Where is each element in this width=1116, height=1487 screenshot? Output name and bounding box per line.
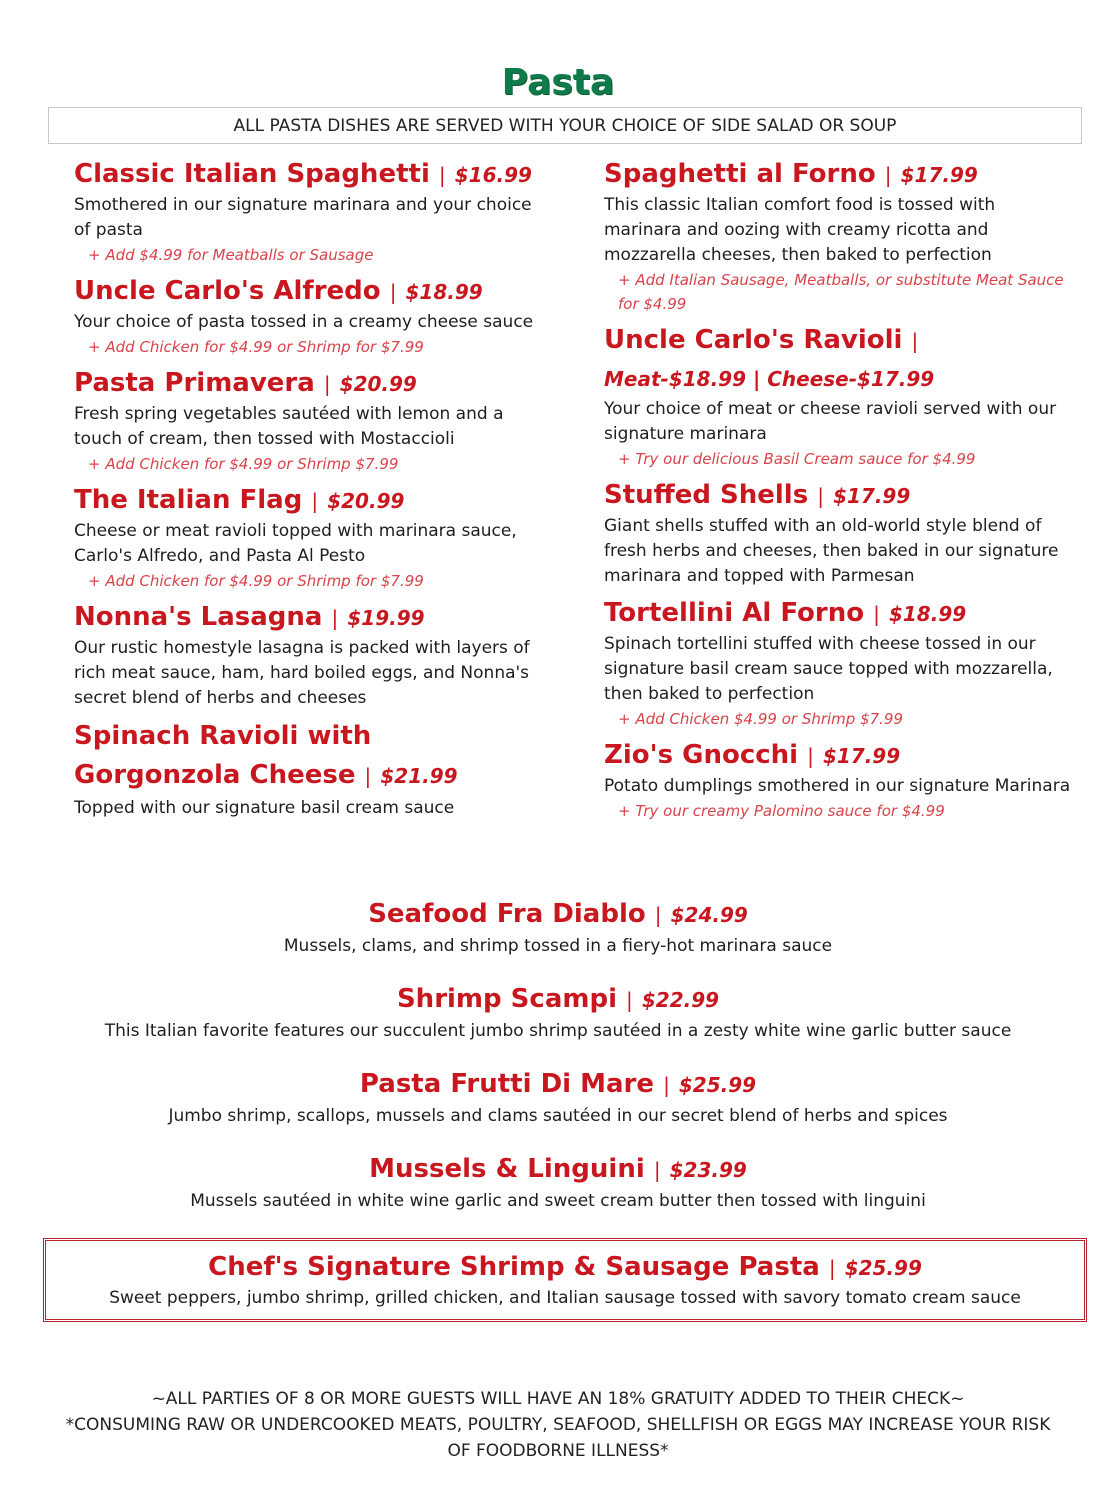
- dish-description: Your choice of pasta tossed in a creamy cheese sauce: [74, 312, 534, 332]
- dish-price: $25.99: [844, 1256, 922, 1280]
- dish-addon: + Add Chicken $4.99 or Shrimp $7.99: [618, 710, 904, 728]
- price-separator: |: [323, 372, 331, 396]
- dish-name: Mussels & Linguini: [369, 1154, 645, 1184]
- menu-item: [604, 595, 1074, 731]
- price-separator: |: [817, 484, 825, 508]
- dish-addon: + Add Italian Sausage, Meatballs, or substitute Meat Sauce for $4.99: [618, 271, 1064, 313]
- sides-note: ALL PASTA DISHES ARE SERVED WITH YOUR CHOICE OF SIDE SALAD OR SOUP: [48, 107, 1082, 144]
- dish-description: Mussels sautéed in white wine garlic and sweet cream butter then tossed with linguini: [190, 1191, 926, 1211]
- dish-name: Uncle Carlo's Alfredo: [74, 276, 381, 306]
- dish-name: Stuffed Shells: [604, 480, 809, 510]
- price-separator: |: [389, 280, 397, 304]
- dish-addon: + Add Chicken for $4.99 or Shrimp for $7.99: [88, 338, 424, 356]
- dish-price: $18.99: [888, 602, 967, 626]
- price-separator: |: [438, 163, 446, 187]
- footer-notes: [0, 1386, 1116, 1464]
- right-column: [604, 156, 1074, 829]
- dish-title: [74, 717, 544, 796]
- dish-name: Pasta Frutti Di Mare: [359, 1069, 654, 1099]
- dish-price: $18.99: [405, 280, 483, 304]
- price-separator: |: [653, 1158, 661, 1182]
- dish-title: [74, 365, 544, 402]
- menu-item: [74, 717, 544, 821]
- dish-name: Seafood Fra Diablo: [368, 899, 646, 929]
- dish-price: $21.99: [380, 764, 458, 788]
- dish-addon: + Add Chicken for $4.99 or Shrimp for $7.99: [88, 572, 424, 590]
- menu-item: [0, 1066, 1116, 1129]
- price-separator: |: [828, 1256, 836, 1280]
- dish-description: This Italian favorite features our succulent jumbo shrimp sautéed in a zesty white wine garlic butter sauce: [104, 1021, 1012, 1041]
- dish-name: Spinach Ravioli with Gorgonzola Cheese: [74, 721, 372, 790]
- dish-name: Uncle Carlo's Ravioli: [604, 325, 903, 355]
- dish-title: [0, 896, 1116, 933]
- dish-price: $24.99: [670, 903, 748, 927]
- ravioli-price-line: Meat-$18.99 | Cheese-$17.99: [604, 367, 935, 391]
- menu-item: [74, 273, 544, 359]
- price-separator: |: [331, 606, 339, 630]
- menu-item: [74, 156, 544, 267]
- dish-title: [604, 477, 1074, 514]
- price-separator: |: [911, 329, 919, 353]
- dish-name: Shrimp Scampi: [396, 984, 617, 1014]
- dish-title: [74, 599, 544, 636]
- menu-item: [74, 599, 544, 711]
- dish-addon: + Try our creamy Palomino sauce for $4.99: [618, 802, 945, 820]
- dish-description: Our rustic homestyle lasagna is packed with layers of rich meat sauce, ham, hard boiled eggs, and Nonna's secret blend of herbs and cheeses: [74, 638, 530, 708]
- dish-description: Giant shells stuffed with an old-world style blend of fresh herbs and cheeses, then baked in our signature marinara and topped with Parmesan: [604, 516, 1059, 586]
- dish-name: Zio's Gnocchi: [604, 740, 799, 770]
- dish-price: $25.99: [678, 1073, 757, 1097]
- dish-title: [0, 1151, 1116, 1188]
- dish-name: Tortellini Al Forno: [604, 598, 865, 628]
- dish-title: [604, 737, 1074, 774]
- dish-name: Spaghetti al Forno: [604, 159, 876, 189]
- food-safety-warning: *CONSUMING RAW OR UNDERCOOKED MEATS, POULTRY, SEAFOOD, SHELLFISH OR EGGS MAY INCREASE YOUR RISK OF FOODBORNE ILLNESS*: [65, 1415, 1051, 1461]
- dish-description: Cheese or meat ravioli topped with marinara sauce, Carlo's Alfredo, and Pasta Al Pesto: [74, 521, 517, 566]
- menu-item: [604, 156, 1074, 316]
- dish-price: $17.99: [900, 163, 978, 187]
- dish-name: The Italian Flag: [74, 485, 303, 515]
- dish-price: $20.99: [339, 372, 417, 396]
- price-separator: |: [807, 744, 814, 768]
- dish-title: [74, 482, 544, 519]
- dish-name: Chef's Signature Shrimp & Sausage Pasta: [208, 1252, 820, 1282]
- dish-description: Topped with our signature basil cream sauce: [74, 798, 455, 818]
- price-separator: |: [364, 764, 372, 788]
- menu-item: [74, 482, 544, 593]
- price-separator: |: [654, 903, 662, 927]
- dish-description: Mussels, clams, and shrimp tossed in a fiery-hot marinara sauce: [283, 936, 833, 956]
- dish-title: [0, 981, 1116, 1018]
- dish-description: Your choice of meat or cheese ravioli served with our signature marinara: [604, 399, 1057, 444]
- page-title: Pasta: [501, 62, 615, 103]
- menu-item: [604, 477, 1074, 589]
- menu-item: [0, 896, 1116, 959]
- dish-description: Fresh spring vegetables sautéed with lemon and a touch of cream, then tossed with Mostaccioli: [74, 404, 504, 449]
- price-separator: |: [626, 988, 633, 1012]
- menu-item: [604, 322, 1074, 471]
- dish-price: $20.99: [327, 489, 405, 513]
- dish-name: Nonna's Lasagna: [74, 602, 323, 632]
- dish-price: $17.99: [822, 744, 901, 768]
- dish-title: [0, 1066, 1116, 1103]
- dish-price: $23.99: [669, 1158, 747, 1182]
- price-separator: |: [663, 1073, 670, 1097]
- price-separator: |: [311, 489, 319, 513]
- dish-addon: + Add Chicken for $4.99 or Shrimp $7.99: [88, 455, 399, 473]
- dish-title: [74, 156, 544, 193]
- dish-description: Potato dumplings smothered in our signature Marinara: [604, 776, 1071, 796]
- dish-description: Sweet peppers, jumbo shrimp, grilled chicken, and Italian sausage tossed with savory tomato cream sauce: [109, 1288, 1021, 1308]
- dish-price: $22.99: [641, 988, 720, 1012]
- dish-description: Spinach tortellini stuffed with cheese tossed in our signature basil cream sauce topped with mozzarella, then baked to perfection: [604, 634, 1053, 704]
- dish-name: Pasta Primavera: [74, 368, 315, 398]
- dish-description: Jumbo shrimp, scallops, mussels and clams sautéed in our secret blend of herbs and spices: [168, 1106, 948, 1126]
- dish-title: [604, 322, 1074, 359]
- price-separator: |: [884, 163, 892, 187]
- dish-description: This classic Italian comfort food is tossed with marinara and oozing with creamy ricotta and mozzarella cheeses, then baked to perfection: [604, 195, 996, 265]
- menu-item: [604, 737, 1074, 823]
- dish-price: $17.99: [833, 484, 911, 508]
- signature-dish-box: [43, 1238, 1087, 1322]
- gratuity-note: ~ALL PARTIES OF 8 OR MORE GUESTS WILL HAVE AN 18% GRATUITY ADDED TO THEIR CHECK~: [151, 1389, 965, 1409]
- dish-description: Smothered in our signature marinara and your choice of pasta: [74, 195, 532, 240]
- dish-price: $19.99: [347, 606, 425, 630]
- price-separator: |: [873, 602, 880, 626]
- dish-name: Classic Italian Spaghetti: [74, 159, 430, 189]
- menu-item: [74, 365, 544, 476]
- dish-addon: + Try our delicious Basil Cream sauce for $4.99: [618, 450, 976, 468]
- dish-title: [604, 595, 1074, 632]
- dish-title: [604, 156, 1074, 193]
- left-column: [74, 156, 544, 827]
- dish-title: [74, 273, 544, 310]
- dish-addon: + Add $4.99 for Meatballs or Sausage: [88, 246, 374, 264]
- menu-item: [0, 981, 1116, 1044]
- dish-title: [46, 1249, 1084, 1286]
- menu-item: [0, 1151, 1116, 1214]
- dish-price: $16.99: [454, 163, 532, 187]
